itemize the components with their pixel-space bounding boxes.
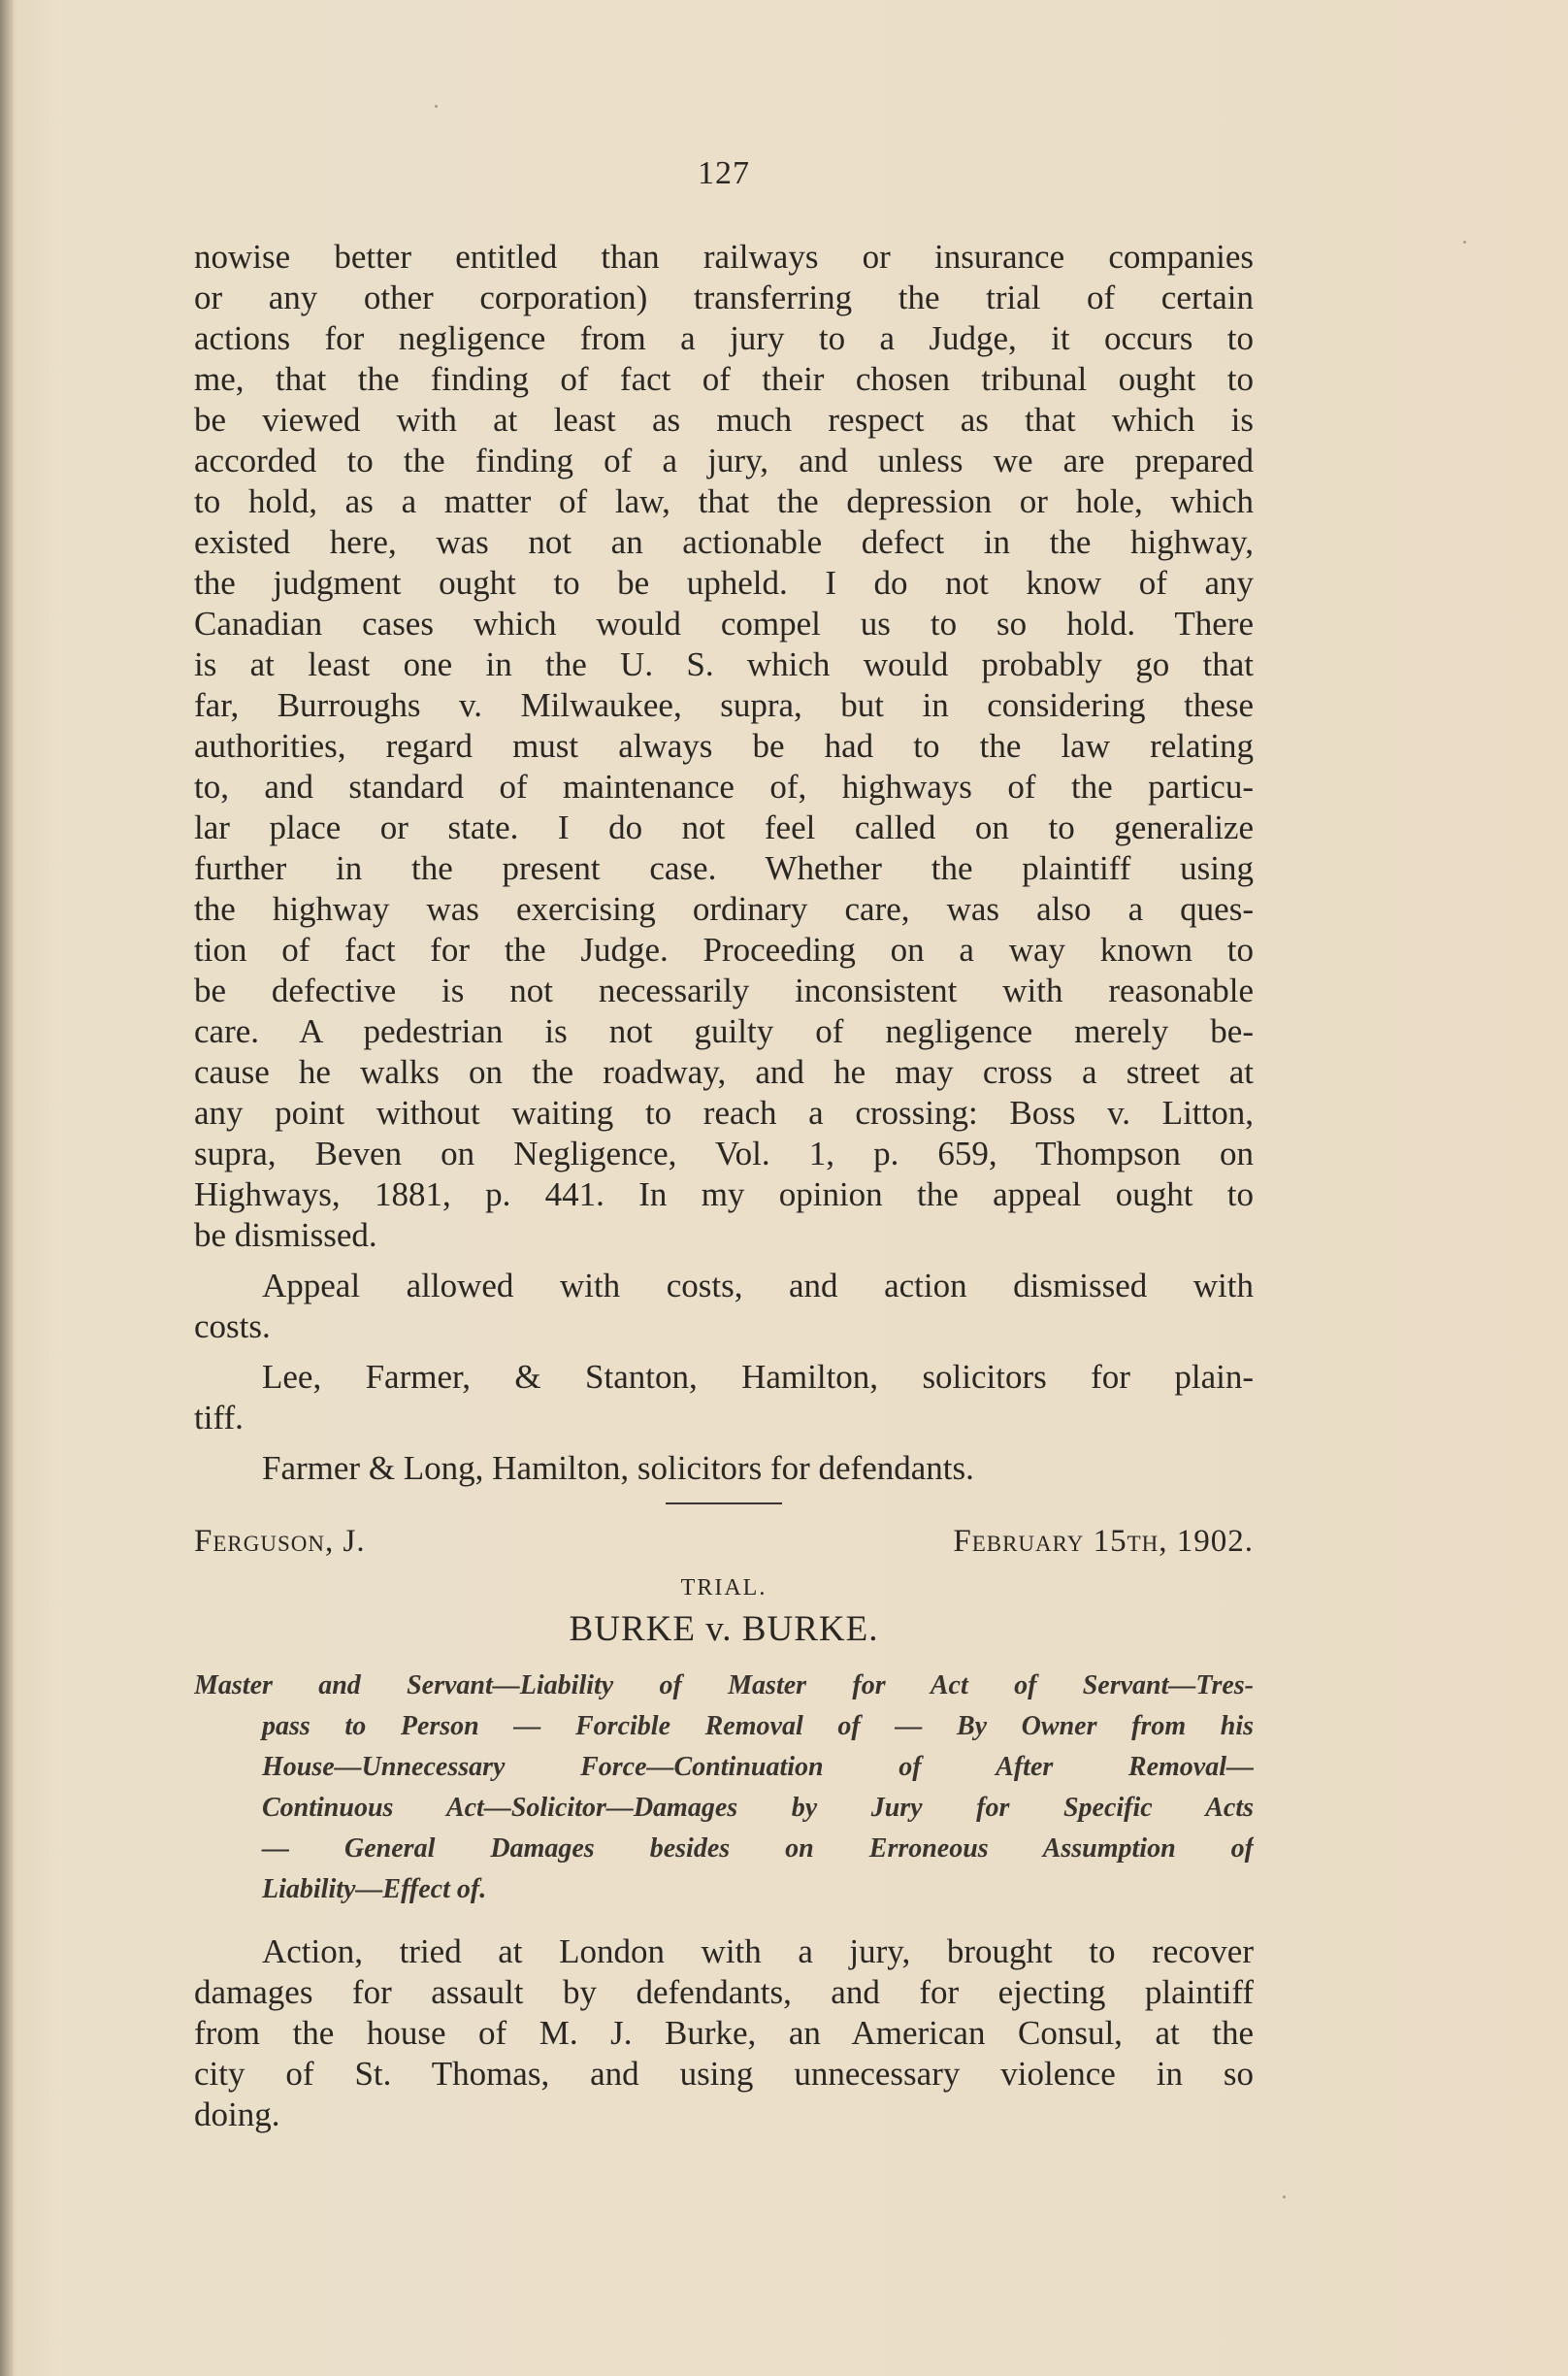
opinion-line: Canadian cases which would compel us to so hold. There: [194, 605, 1254, 643]
opinion-paragraph: [194, 237, 1254, 1256]
solicitors-plaintiff: [194, 1357, 1254, 1438]
disposition-line: Appeal allowed with costs, and action dismissed with: [262, 1267, 1254, 1304]
opinion-line: or any other corporation) transferring the trial of certain: [194, 279, 1254, 316]
statement-line: from the house of M. J. Burke, an American Consul, at the: [194, 2014, 1254, 2052]
case-title: BURKE v. BURKE.: [569, 1609, 879, 1649]
opinion-line: the judgment ought to be upheld. I do not know of any: [194, 564, 1254, 602]
section-divider: [666, 1502, 782, 1504]
opinion-line: the highway was exercising ordinary care, was also a ques-: [194, 890, 1254, 928]
headnote: [194, 1666, 1254, 1910]
headnote-line: House—Unnecessary Force—Continuation of After Removal—: [262, 1752, 1254, 1782]
opinion-line: to, and standard of maintenance of, highways of the particu-: [194, 768, 1254, 806]
proceeding-type: TRIAL.: [680, 1575, 768, 1600]
page-number: 127: [698, 155, 750, 191]
headnote-line: — General Damages besides on Erroneous Assumption of: [262, 1833, 1254, 1864]
headnote-line: pass to Person — Forcible Removal of — By Owner from his: [262, 1711, 1254, 1741]
opinion-line: be dismissed.: [194, 1216, 377, 1254]
headnote-line: Master and Servant—Liability of Master for Act of Servant—Tres-: [194, 1670, 1254, 1700]
opinion-line: me, that the finding of fact of their chosen tribunal ought to: [194, 360, 1254, 398]
judgment-header: [194, 1520, 1254, 1563]
opinion-line: authorities, regard must always be had to the law relating: [194, 727, 1254, 765]
headnote-line: Continuous Act—Solicitor—Damages by Jury for Specific Acts: [262, 1793, 1254, 1823]
opinion-line: tion of fact for the Judge. Proceeding on a way known to: [194, 931, 1254, 969]
paper-speck: [435, 105, 438, 108]
opinion-line: to hold, as a matter of law, that the depression or hole, which: [194, 482, 1254, 520]
opinion-line: lar place or state. I do not feel called on to generalize: [194, 808, 1254, 846]
opinion-line: existed here, was not an actionable defect in the highway,: [194, 523, 1254, 561]
opinion-line: further in the present case. Whether the plaintiff using: [194, 849, 1254, 887]
opinion-line: be defective is not necessarily inconsistent with reasonable: [194, 972, 1254, 1009]
opinion-line: accorded to the finding of a jury, and unless we are prepared: [194, 442, 1254, 479]
paper-speck: [1283, 2195, 1286, 2198]
opinion-line: any point without waiting to reach a crossing: Boss v. Litton,: [194, 1094, 1254, 1132]
opinion-line: Highways, 1881, p. 441. In my opinion the appeal ought to: [194, 1175, 1254, 1213]
opinion-line: care. A pedestrian is not guilty of negligence merely be-: [194, 1012, 1254, 1050]
judge-name: Ferguson, J.: [194, 1524, 366, 1559]
statement-line: doing.: [194, 2096, 280, 2133]
headnote-line: Liability—Effect of.: [262, 1874, 487, 1904]
statement-line: Action, tried at London with a jury, brought to recover: [262, 1932, 1254, 1970]
book-spine-edge: [0, 0, 14, 2376]
opinion-line: cause he walks on the roadway, and he may cross a street at: [194, 1053, 1254, 1091]
opinion-line: nowise better entitled than railways or insurance companies: [194, 238, 1254, 276]
opinion-line: actions for negligence from a jury to a Judge, it occurs to: [194, 319, 1254, 357]
opinion-line: be viewed with at least as much respect as that which is: [194, 401, 1254, 439]
opinion-line: supra, Beven on Negligence, Vol. 1, p. 659, Thompson on: [194, 1135, 1254, 1172]
disposition-line: costs.: [194, 1307, 271, 1345]
solicitors-plaintiff-line: Lee, Farmer, & Stanton, Hamilton, solicitors for plain-: [262, 1358, 1254, 1396]
judgment-date: February 15th, 1902.: [953, 1524, 1254, 1559]
paper-speck: [1463, 241, 1466, 244]
statement-line: damages for assault by defendants, and for ejecting plaintiff: [194, 1973, 1254, 2011]
opinion-line: is at least one in the U. S. which would probably go that: [194, 645, 1254, 683]
solicitors-plaintiff-line: tiff.: [194, 1399, 244, 1436]
statement-of-facts: [194, 1931, 1254, 2135]
solicitors-defendants: Farmer & Long, Hamilton, solicitors for defendants.: [262, 1449, 974, 1487]
page-body: [194, 237, 1254, 2135]
opinion-line: far, Burroughs v. Milwaukee, supra, but in considering these: [194, 686, 1254, 724]
disposition-paragraph: [194, 1266, 1254, 1347]
statement-line: city of St. Thomas, and using unnecessary violence in so: [194, 2055, 1254, 2093]
